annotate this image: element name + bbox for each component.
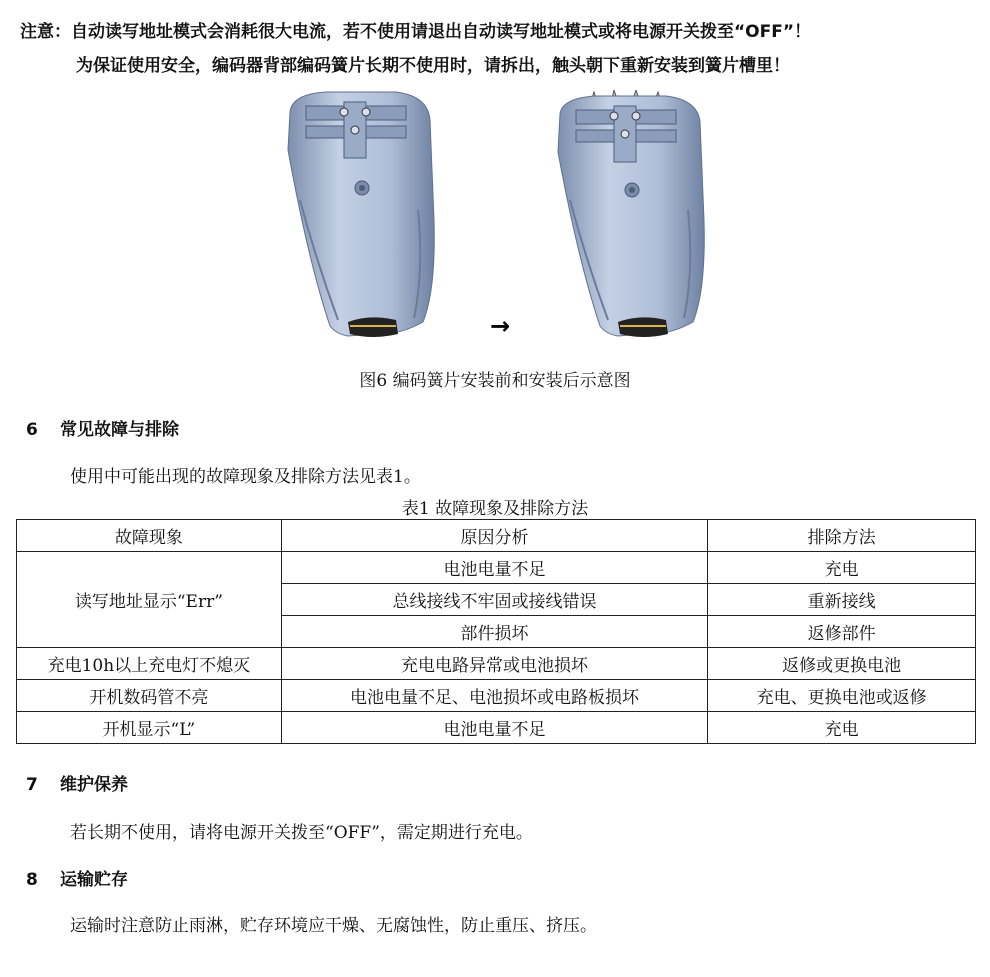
fix-cell: 重新接线 <box>708 584 976 616</box>
cause-cell: 总线接线不牢固或接线错误 <box>281 584 708 616</box>
cause-cell: 部件损坏 <box>281 616 708 648</box>
cause-cell: 电池电量不足、电池损坏或电路板损坏 <box>281 680 708 712</box>
section-6-heading <box>26 415 179 440</box>
table-header-row <box>17 520 976 552</box>
fix-cell: 充电、更换电池或返修 <box>708 680 976 712</box>
section-8-number: 8 <box>26 870 38 890</box>
section-8-heading <box>26 865 128 890</box>
section-7-heading <box>26 770 128 795</box>
section-8-text: 运输时注意防止雨淋，贮存环境应干燥、无腐蚀性，防止重压、挤压。 <box>70 916 597 936</box>
section-7-number: 7 <box>26 775 38 795</box>
section-7-text: 若长期不使用，请将电源开关拨至“OFF”，需定期进行充电。 <box>70 823 533 843</box>
right-arrow-icon: → <box>490 312 511 340</box>
fix-cell: 充电 <box>708 552 976 584</box>
cause-cell: 电池电量不足 <box>281 552 708 584</box>
header-symptom: 故障现象 <box>17 520 282 552</box>
fault-table <box>16 519 976 744</box>
section-6-number: 6 <box>26 420 38 440</box>
fix-cell: 充电 <box>708 712 976 744</box>
symptom-cell: 开机显示“L” <box>17 712 282 744</box>
encoder-before-image <box>278 90 448 345</box>
notice-line-2: 为保证使用安全，编码器背部编码簧片长期不使用时，请拆出，触头朝下重新安装到簧片槽里！ <box>76 56 790 76</box>
table-row <box>17 680 976 712</box>
cause-cell: 充电电路异常或电池损坏 <box>281 648 708 680</box>
fix-cell: 返修部件 <box>708 616 976 648</box>
fix-cell: 返修或更换电池 <box>708 648 976 680</box>
encoder-after-image <box>548 90 718 345</box>
table-caption: 表1 故障现象及排除方法 <box>401 499 589 519</box>
header-fix: 排除方法 <box>708 520 976 552</box>
table-row <box>17 648 976 680</box>
section-7-title: 维护保养 <box>60 775 128 795</box>
table-row <box>17 552 976 584</box>
notice-line-1: 注意：自动读写地址模式会消耗很大电流，若不使用请退出自动读写地址模式或将电源开关拨至“OFF”！ <box>20 22 812 42</box>
cause-cell: 电池电量不足 <box>281 712 708 744</box>
symptom-cell: 读写地址显示“Err” <box>17 552 282 648</box>
section-8-title: 运输贮存 <box>60 870 128 890</box>
figure-caption: 图6 编码簧片安装前和安装后示意图 <box>359 371 631 391</box>
table-row <box>17 712 976 744</box>
figure-6 <box>0 86 990 356</box>
section-6-intro: 使用中可能出现的故障现象及排除方法见表1。 <box>70 467 421 487</box>
symptom-cell: 充电10h以上充电灯不熄灭 <box>17 648 282 680</box>
section-6-title: 常见故障与排除 <box>60 420 179 440</box>
header-cause: 原因分析 <box>281 520 708 552</box>
symptom-cell: 开机数码管不亮 <box>17 680 282 712</box>
